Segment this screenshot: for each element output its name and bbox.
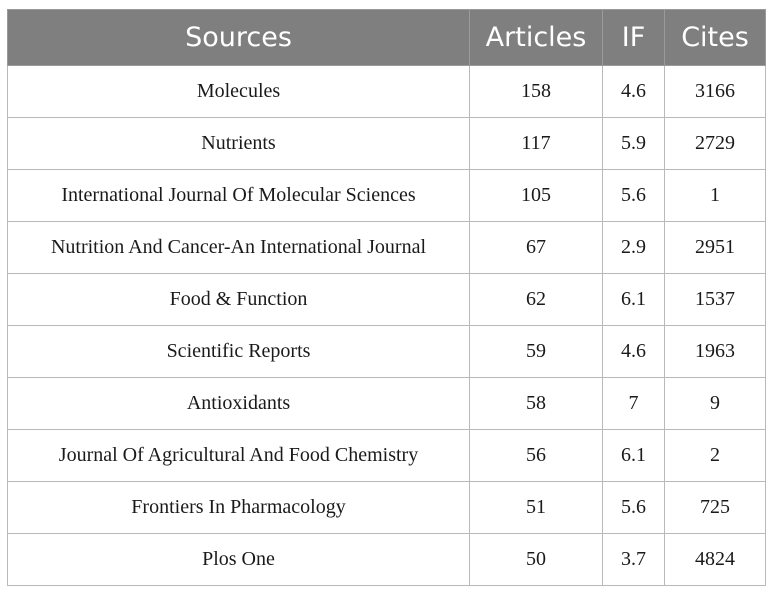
- header-if: IF: [603, 10, 665, 66]
- table-row: [8, 222, 766, 274]
- cell-articles: 59: [470, 326, 603, 378]
- cell-if: 5.6: [603, 482, 665, 534]
- cell-source: Frontiers In Pharmacology: [8, 482, 470, 534]
- cell-articles: 105: [470, 170, 603, 222]
- cell-cites: 4824: [665, 534, 766, 586]
- table-row: [8, 274, 766, 326]
- cell-if: 2.9: [603, 222, 665, 274]
- cell-if: 6.1: [603, 430, 665, 482]
- cell-if: 5.6: [603, 170, 665, 222]
- header-articles: Articles: [470, 10, 603, 66]
- cell-cites: 9: [665, 378, 766, 430]
- table-row: [8, 118, 766, 170]
- cell-source: Plos One: [8, 534, 470, 586]
- table-row: [8, 170, 766, 222]
- cell-if: 4.6: [603, 66, 665, 118]
- cell-cites: 1963: [665, 326, 766, 378]
- cell-articles: 51: [470, 482, 603, 534]
- table-header: [8, 10, 766, 66]
- cell-articles: 67: [470, 222, 603, 274]
- cell-cites: 725: [665, 482, 766, 534]
- cell-cites: 2729: [665, 118, 766, 170]
- cell-if: 7: [603, 378, 665, 430]
- cell-articles: 50: [470, 534, 603, 586]
- cell-cites: 1: [665, 170, 766, 222]
- cell-if: 5.9: [603, 118, 665, 170]
- cell-articles: 62: [470, 274, 603, 326]
- cell-cites: 1537: [665, 274, 766, 326]
- table-row: [8, 66, 766, 118]
- cell-source: Antioxidants: [8, 378, 470, 430]
- cell-articles: 56: [470, 430, 603, 482]
- cell-articles: 58: [470, 378, 603, 430]
- sources-table: [7, 9, 766, 586]
- cell-cites: 2951: [665, 222, 766, 274]
- table-row: [8, 326, 766, 378]
- cell-source: International Journal Of Molecular Sciences: [8, 170, 470, 222]
- cell-source: Nutrients: [8, 118, 470, 170]
- table-row: [8, 430, 766, 482]
- cell-if: 6.1: [603, 274, 665, 326]
- cell-articles: 117: [470, 118, 603, 170]
- table-row: [8, 534, 766, 586]
- cell-source: Scientific Reports: [8, 326, 470, 378]
- cell-cites: 2: [665, 430, 766, 482]
- cell-if: 4.6: [603, 326, 665, 378]
- cell-cites: 3166: [665, 66, 766, 118]
- cell-source: Molecules: [8, 66, 470, 118]
- table-body: [8, 66, 766, 586]
- header-sources: Sources: [8, 10, 470, 66]
- header-cites: Cites: [665, 10, 766, 66]
- cell-articles: 158: [470, 66, 603, 118]
- cell-source: Journal Of Agricultural And Food Chemistry: [8, 430, 470, 482]
- table-row: [8, 482, 766, 534]
- table-row: [8, 378, 766, 430]
- cell-if: 3.7: [603, 534, 665, 586]
- header-row: [8, 10, 766, 66]
- cell-source: Nutrition And Cancer-An International Journal: [8, 222, 470, 274]
- cell-source: Food & Function: [8, 274, 470, 326]
